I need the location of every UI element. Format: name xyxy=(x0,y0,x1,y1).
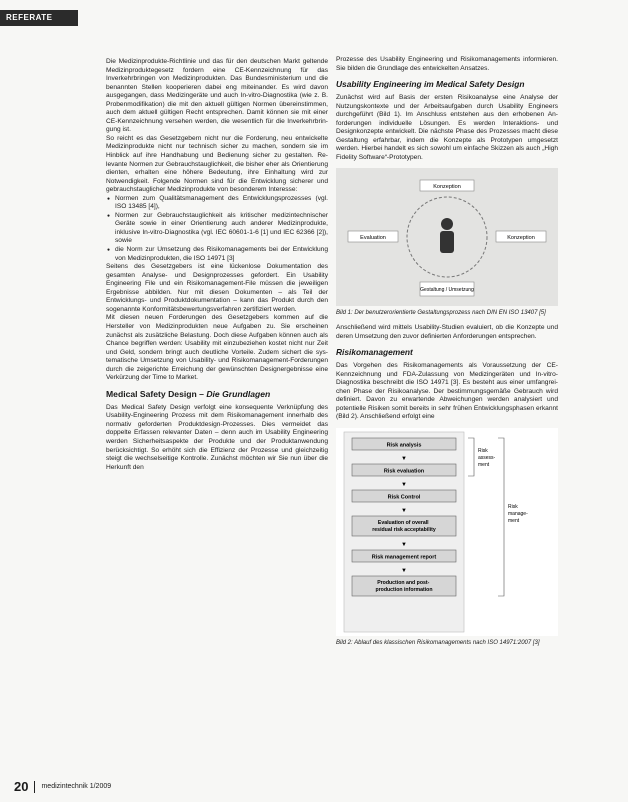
page-number: 20 xyxy=(14,779,29,794)
journal-issue: medizintechnik 1/2009 xyxy=(41,783,112,790)
heading-part-italic: Die Grundlagen xyxy=(206,388,271,399)
figure-2-caption: Bild 2: Ablauf des klassischen Risikomanagements nach ISO 14971:2007 [3] xyxy=(336,639,540,646)
heading-usability: Usability Engineering im Medical Safety Design xyxy=(336,79,525,90)
step-label: Risk Control xyxy=(387,494,421,501)
label-bottom: Gestaltung / Umsetzung xyxy=(420,287,474,294)
step-box xyxy=(352,576,456,596)
bracket-assessment xyxy=(468,438,474,476)
risk-process-diagram xyxy=(336,428,558,636)
heading-part: Medical Safety Design – xyxy=(106,388,204,399)
paragraph: So reicht es das Gesetzgebern nicht nur die Forderung, neu entwickelte Medizinprodukte nicht nur technisch sicher zu machen, sondern sie im Hinblick auf ihre Handhabung und Bedienung sicher zu gestalten. Relevante Normen zur Gebrauchstauglichkeit, die bisher eher als Orientierung dienten, erhalten eine höhere Bedeutung, ihre Einhaltung wird zur Notwendigkeit. Folgende Normen sind für die Entwicklung sicherer und gebrauchstauglicher Medizinprodukte von besonderem Interesse: xyxy=(106,134,328,194)
right-column xyxy=(336,56,558,654)
arrow-icon: ▼ xyxy=(401,481,407,488)
arrow-icon: ▼ xyxy=(401,541,407,548)
label-right: Konzeption xyxy=(507,235,535,242)
footer-divider xyxy=(34,781,35,793)
list-item: ● Normen zur Gebrauchstauglichkeit als kritischer medizintechnischer Geräte sowie in einer Orientierung auch anderer Medizinprodukte, inklusive In-vitro-Diagnostika (vgl. IEC 60601-1-6 [1] und IEC 62366 [2]), sowie xyxy=(115,212,328,246)
paragraph: Seitens des Gesetzgebers ist eine lückenlose Dokumentation des gesamten Analyse- und Designprozesses gefordert. Ein Usability Engineering File und ein Risikomanagement-File müssen die jeweiligen Ergebnisse abbilden. Nur mit diesen Dokumenten – als Teil der Entwicklungs- und Produktdokumentation – kann das Produkt durch den sogenannte Konformitätsbewertungsverfahren zertifiziert werden. xyxy=(106,263,328,313)
process-cycle-diagram xyxy=(336,168,558,306)
paragraph: Das Vorgehen des Risikomanagements als Voraussetzung der CE-Kennzeichnung und FDA-Zulassung von Medizingeräten und In-vitro-Diagnostika beschreibt die ISO 14971 [3]. Es besteht aus einer umfangreichen Phase der Risikoanalyse. Der bestimmungsgemäße Gebrauch wird definiert. Davon zu erwartende Abweichungen werden analysiert und potentielle Risiken somit bereits in sehr frühen Entwicklungsphasen erkannt (Bild 2). Anschließend erfolgt eine xyxy=(336,362,558,421)
page-footer xyxy=(14,779,111,794)
norms-list xyxy=(106,195,328,263)
step-label: Risk analysis xyxy=(386,442,422,449)
label-left: Evaluation xyxy=(360,235,386,242)
figure-1 xyxy=(336,168,558,306)
left-column xyxy=(106,58,328,472)
list-item: ● die Norm zur Umsetzung des Risikomanagements bei der Entwicklung von Medizinprodukten, die ISO 14971 [3] xyxy=(115,246,328,263)
list-item: ● Normen zum Qualitätsmanagement des Entwicklungsprozesses (vgl. ISO 13485 [4]), xyxy=(115,195,328,212)
paragraph: Die Medizinprodukte-Richtlinie und das für den deutschen Markt geltende Medizinproduktegesetz fordern eine CE-Kennzeichnung für das Inverkehrbringen von Medizinprodukten. Das Bundesministerium und die benannten Stellen kooperieren dabei eng miteinander. Es wird davon ausgegangen, dass Medizingeräte und auch In-vitro-Diagnostika (wie z. B. Probenmodifikation) die mit den aktuell gültigen Normen übereinstimmen, auch dem aktuell gültigen Recht entsprechen. Damit können sie mit einer CE-Kennzeichnung versehen werden, die wesentlich für die Inverkehrbringung ist. xyxy=(106,58,328,134)
paragraph: Das Medical Safety Design verfolgt eine konsequente Verknüpfung des Usability-Engineering Prozess mit dem Risikomanagement innerhalb des normativ geforderten Produktdesign-Prozesses. Dies vermeidet das doppelte Erfassen relevanter Daten – denn auch im Usability Engineering werden Sicherheitsaspekte der Produkte und der Produktanwendung berücksichtigt. So erhöht sich die Effizienz der Prozesse und gleichzeitig steigt die wechselseitige Kontrolle. Zunächst möchten wir Sie nun über die Herkunft den xyxy=(106,403,328,471)
step-label: Risk management report xyxy=(371,554,437,561)
heading-grundlagen xyxy=(106,389,328,399)
figure-2 xyxy=(336,428,558,636)
bracket-label: Risk manage- ment xyxy=(508,503,528,524)
bracket-label: Risk assess- ment xyxy=(478,447,496,468)
person-icon xyxy=(440,218,454,253)
step-label: Risk evaluation xyxy=(383,468,425,475)
step-box xyxy=(352,516,456,536)
paragraph: Prozesse des Usability Engineering und Risikomanagements informieren. Sie bilden die Grundlage des entwickelten Ansatzes. xyxy=(336,56,558,72)
step-label-multiline: Production and post- production information xyxy=(375,579,433,593)
paragraph: Anschließend wird mittels Usability-Studien evaluiert, ob die Konzepte und deren Umsetzung den zuvor definierten Anforderungen entsprechen. xyxy=(336,324,558,340)
arrow-icon: ▼ xyxy=(401,507,407,514)
bracket-management xyxy=(498,438,504,596)
step-label-multiline: Evaluation of overall residual risk acceptability xyxy=(372,519,436,533)
heading-risiko: Risikomanagement xyxy=(336,347,413,358)
label-top: Konzeption xyxy=(433,184,461,191)
paragraph: Zunächst wird auf Basis der ersten Risikoanalyse eine Analyse der Nutzungskontexte und der Arbeitsaufgaben durch Usability Engineers durchgeführt (Bild 1). Im Anschluss entstehen aus den erhobenen Anforderungen individuelle Lösungen. Es werden Interaktions- und Designkonzepte entwickelt. Die nächste Phase des Prozesses macht diese Gestaltung erfahrbar, indem die Konzepte als Prototypen umgesetzt werden. Hierbei handelt es sich sowohl um einfache Skizzen als auch „High Fidelity Software“-Prototypen. xyxy=(336,94,558,161)
arrow-icon: ▼ xyxy=(401,455,407,462)
figure-1-caption: Bild 1: Der benutzerorientierte Gestaltungsprozess nach DIN EN ISO 13407 [5] xyxy=(336,310,546,317)
arrow-icon: ▼ xyxy=(401,567,407,574)
paragraph: Mit diesen neuen Forderungen des Gesetzgebers kommen auf die Hersteller von Medizinprodukten neue Aufgaben zu. Sie erscheinen zunächst als zusätzliche Belastung. Doch diese Aufgaben können auch als Chance begriffen werden: Usability mit einzubeziehen kostet nicht nur Zeit und Geld, sondern bringt auch deutliche Vorteile. Zudem sichert die systematische Umsetzung von Usability- und Risikomanagement-Forderungen durch die zeigerichte Erreichung der gewünschten Designergebnisse eine Verkürzung der Time to Market. xyxy=(106,314,328,382)
section-tag: REFERATE xyxy=(0,10,78,26)
